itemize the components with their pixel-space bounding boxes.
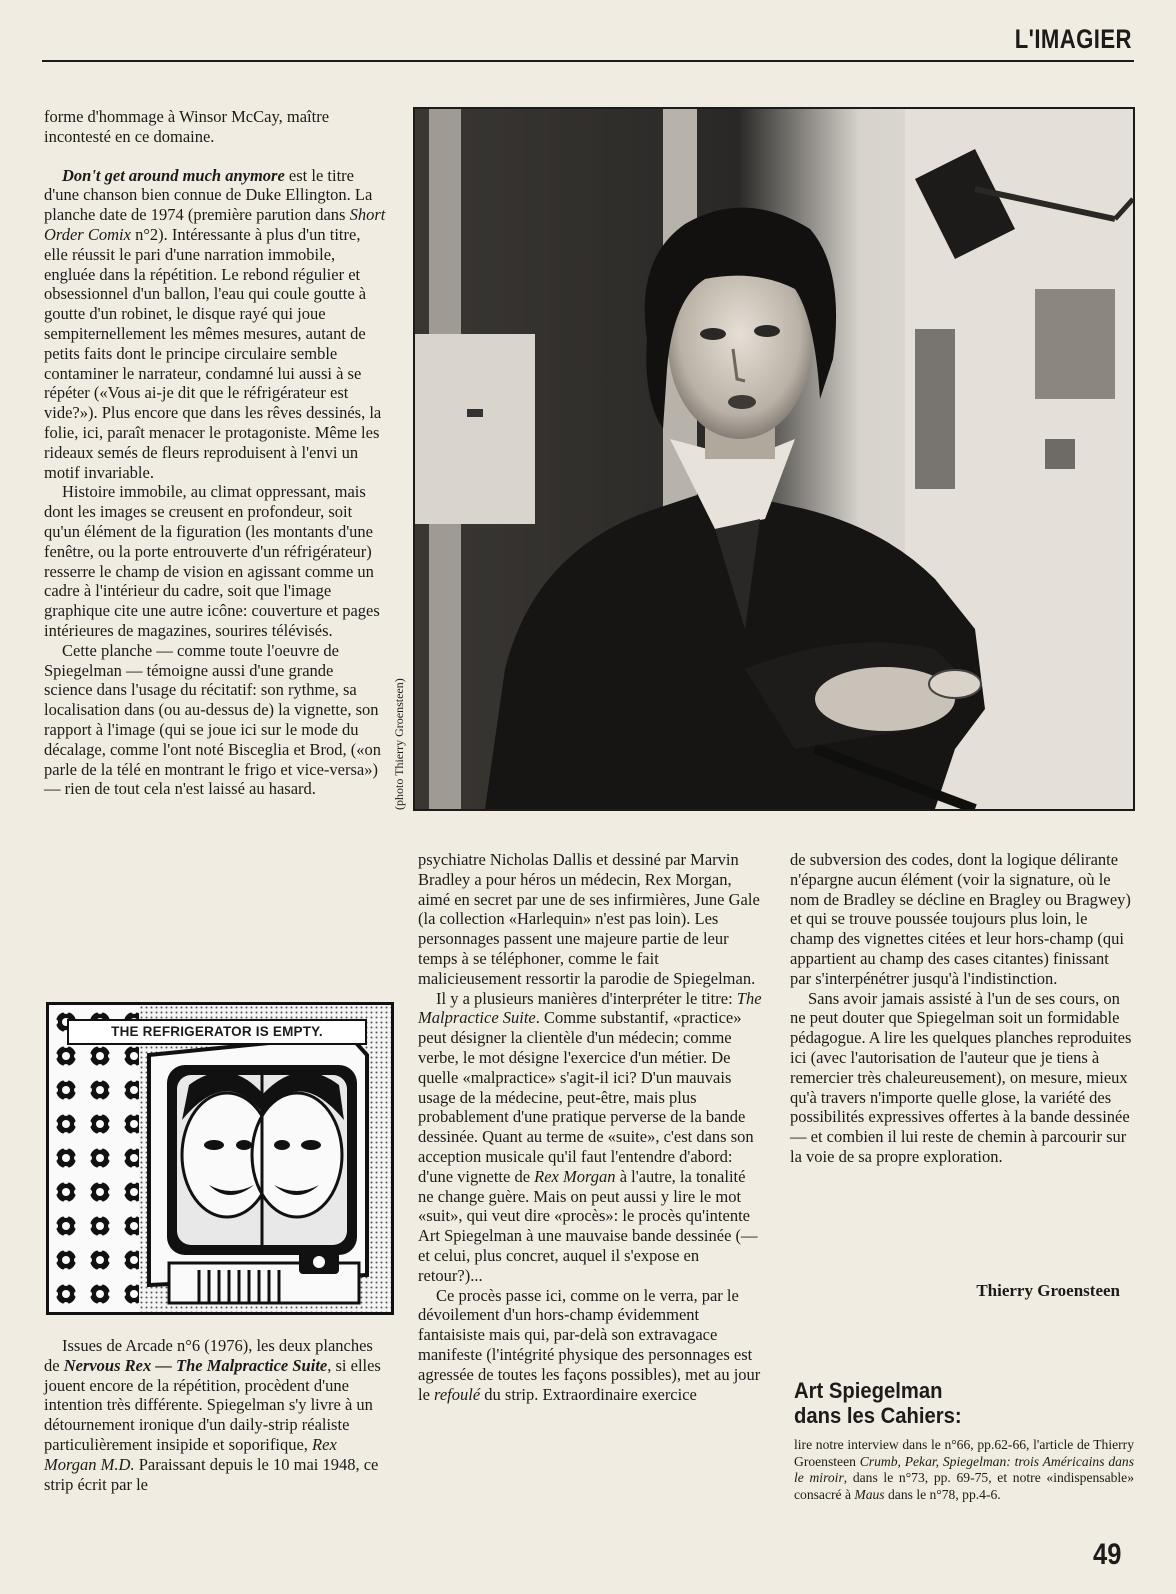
- strip-title: Rex Morgan: [534, 1166, 616, 1186]
- paragraph: Histoire immobile, au climat oppressant, mais dont les images se creusent en profondeur, soit qu'un élément de la figuration (les montants d'une fenêtre, ou la porte entrouverte d'un réfrigérateur) resserre le champ de vision en agissant comme un cadre à l'intérieur du cadre, soit que l'image graphique cite une autre icône: couverture et pages intérieures de magazines, sourires télévisés.: [44, 482, 380, 640]
- portrait-photo: [413, 107, 1135, 811]
- article-title: Crumb, Pekar, Spiegelman: trois Américains dans le miroir: [794, 1453, 1134, 1485]
- paragraph: psychiatre Nicholas Dallis et dessiné par Marvin Bradley a pour héros un médecin, Rex Morgan, aimé en secret par une de ses infirmières, June Gale (la collection «Harlequin» n'est pas loin). Les personnages passent une majeure partie de leur temps à se téléphoner, comme le fait malicieusement ressortir la parodie de Spiegelman.: [418, 850, 760, 988]
- text-run: du strip. Extraordinaire exercice: [480, 1384, 697, 1404]
- article-column-1: [44, 107, 386, 799]
- text-run: . Comme substantif, «practice» peut désigner la clientèle d'un médecin; comme verbe, le mot désigne l'exercice d'un métier. De quelle «malpractice» s'agit-il ici? D'un mauvais usage de la médecine, peut-être, mais plus probablement d'une pratique perverse de la bande dessinée. Quant au terme de «suite», c'est dans son acception musicale qu'il faut l'entendre d'abord: d'une vignette de: [418, 1008, 754, 1186]
- article-column-1-continued: [44, 1336, 386, 1494]
- text-run: Paraissant depuis le 10 mai 1948, ce strip écrit par le: [44, 1454, 379, 1494]
- article-column-3: [790, 850, 1134, 1167]
- text-run: à l'autre, la tonalité ne change guère. Mais on peut aussi y lire le mot «suit», qui veut dire «procès»: le procès qu'intente Art Spiegelman à une mauvaise bande dessinée (— et celui, plus concret, auquel il s'expose en retour?)...: [418, 1166, 758, 1285]
- panel-caption: THE REFRIGERATOR IS EMPTY.: [67, 1019, 367, 1045]
- running-head: L'IMAGIER: [1014, 24, 1132, 54]
- paragraph: forme d'hommage à Winsor McCay, maître incontesté en ce domaine.: [44, 107, 330, 146]
- text-run: Ce procès passe ici, comme on le verra, par le dévoilement d'un hors-champ évidemment fantaisiste mais qui, par-delà son extravagace manifeste (l'intégrité physique des personnages est agressée de toutes les façons possibles), met au jour le: [418, 1285, 761, 1404]
- sidebar-box-text: [794, 1437, 1134, 1503]
- text-run: Issues de Arcade n°6 (1976), les deux planches de: [44, 1336, 373, 1375]
- text-run: lire notre interview dans le n°66, pp.62-66, l'article de Thierry Groensteen: [794, 1437, 1134, 1469]
- text-run: n°2). Intéressante à plus d'un titre, elle réussit le pari d'une narration immobile, engluée dans la répétition. Le rebond régulier et obsessionnel d'un ballon, l'eau qui coule goutte à goutte d'un robinet, le disque rayé qui joue sempiternellement les mêmes mesures, autant de petits faits dont le principe circulaire semble contaminer le narrateur, condamné lui aussi à se répéter («Vous ai-je dit que le réfrigérateur est vide?»). Plus encore que dans les rêves dessinés, la folie, ici, paraît menacer le protagoniste. Même les rideaux semés de fleurs reproduisent à l'envi un motif invariable.: [44, 224, 382, 482]
- text-run: , dans le n°73, pp. 69-75, et notre «indispensable» consacré à: [794, 1470, 1135, 1502]
- paragraph: [44, 166, 386, 483]
- comic-panel-illustration: [49, 1005, 391, 1312]
- story-title: Nervous Rex — The Malpractice Suite: [63, 1355, 328, 1375]
- song-title: Don't get around much anymore: [62, 165, 285, 185]
- header-rule: [42, 60, 1134, 62]
- paragraph: [44, 1336, 386, 1494]
- sidebar-title-line: dans les Cahiers:: [794, 1403, 962, 1428]
- publication-title: Short Order Comix: [44, 205, 386, 244]
- text-run: , si elles jouent encore de la répétition, procèdent d'une intention très différente. Spiegelman s'y livre à un détournement ironique d'un daily-strip réaliste particulièrement insipide et soporifique,: [44, 1355, 381, 1454]
- paragraph: de subversion des codes, dont la logique délirante n'épargne aucun élément (voir la signature, où le nom de Bradley se décline en Bragley ou Bragwey) et qui se trouve poussée toujours plus loin, le champ des vignettes citées et leur hors-champ (qui appartient au champ des cases citantes) finissant par s'interpénétrer jusqu'à l'indistinction.: [790, 850, 1131, 988]
- paragraph: Sans avoir jamais assisté à l'un de ses cours, on ne peut douter que Spiegelman soit un formidable pédagogue. A lire les quelques planches reproduites ici (avec l'autorisation de l'auteur que je tiens à remercier très chaleureusement), on mesure, mieux qu'à travers n'importe quelle glose, la variété des possibilités expressives offertes à la bande dessinée — et combien il lui reste de chemin à parcourir sur la voie de sa propre exploration.: [790, 988, 1132, 1166]
- text-run: est le titre d'une chanson bien connue de Duke Ellington. La planche date de 1974 (première parution dans: [44, 165, 373, 225]
- text-run: dans le n°78, pp.4-6.: [884, 1486, 1001, 1502]
- portrait-photo-illustration: [415, 109, 1133, 809]
- story-title: The Malpractice Suite: [418, 988, 762, 1028]
- text-run: Il y a plusieurs manières d'interpréter le titre:: [436, 988, 737, 1008]
- strip-title: Rex Morgan M.D.: [44, 1434, 337, 1474]
- sidebar-title-line: Art Spiegelman: [794, 1378, 943, 1403]
- emphasis: refoulé: [434, 1384, 481, 1404]
- author-signature: Thierry Groensteen: [976, 1281, 1120, 1300]
- paragraph: [418, 1286, 764, 1405]
- page-number: 49: [1092, 1538, 1121, 1571]
- sidebar-box-title: [794, 1378, 962, 1428]
- paragraph: [418, 989, 764, 1286]
- paragraph: Cette planche — comme toute l'oeuvre de Spiegelman — témoigne aussi d'une grande science dans l'usage du récitatif: son rythme, sa localisation dans (ou au-dessus de) la vignette, son rapport à l'image (qui se joue ici sur le mode du décalage, comme l'ont noté Bisceglia et Brod, («on parle de la télé en montrant le frigo et vice-versa») — rien de tout cela n'est laissé au hasard.: [44, 640, 381, 799]
- photo-credit: [390, 640, 410, 810]
- article-column-2: [418, 850, 764, 1404]
- photo-credit-text: (photo Thierry Groensteen): [392, 678, 406, 810]
- book-title: Maus: [854, 1486, 885, 1502]
- comic-panel: [46, 1002, 394, 1315]
